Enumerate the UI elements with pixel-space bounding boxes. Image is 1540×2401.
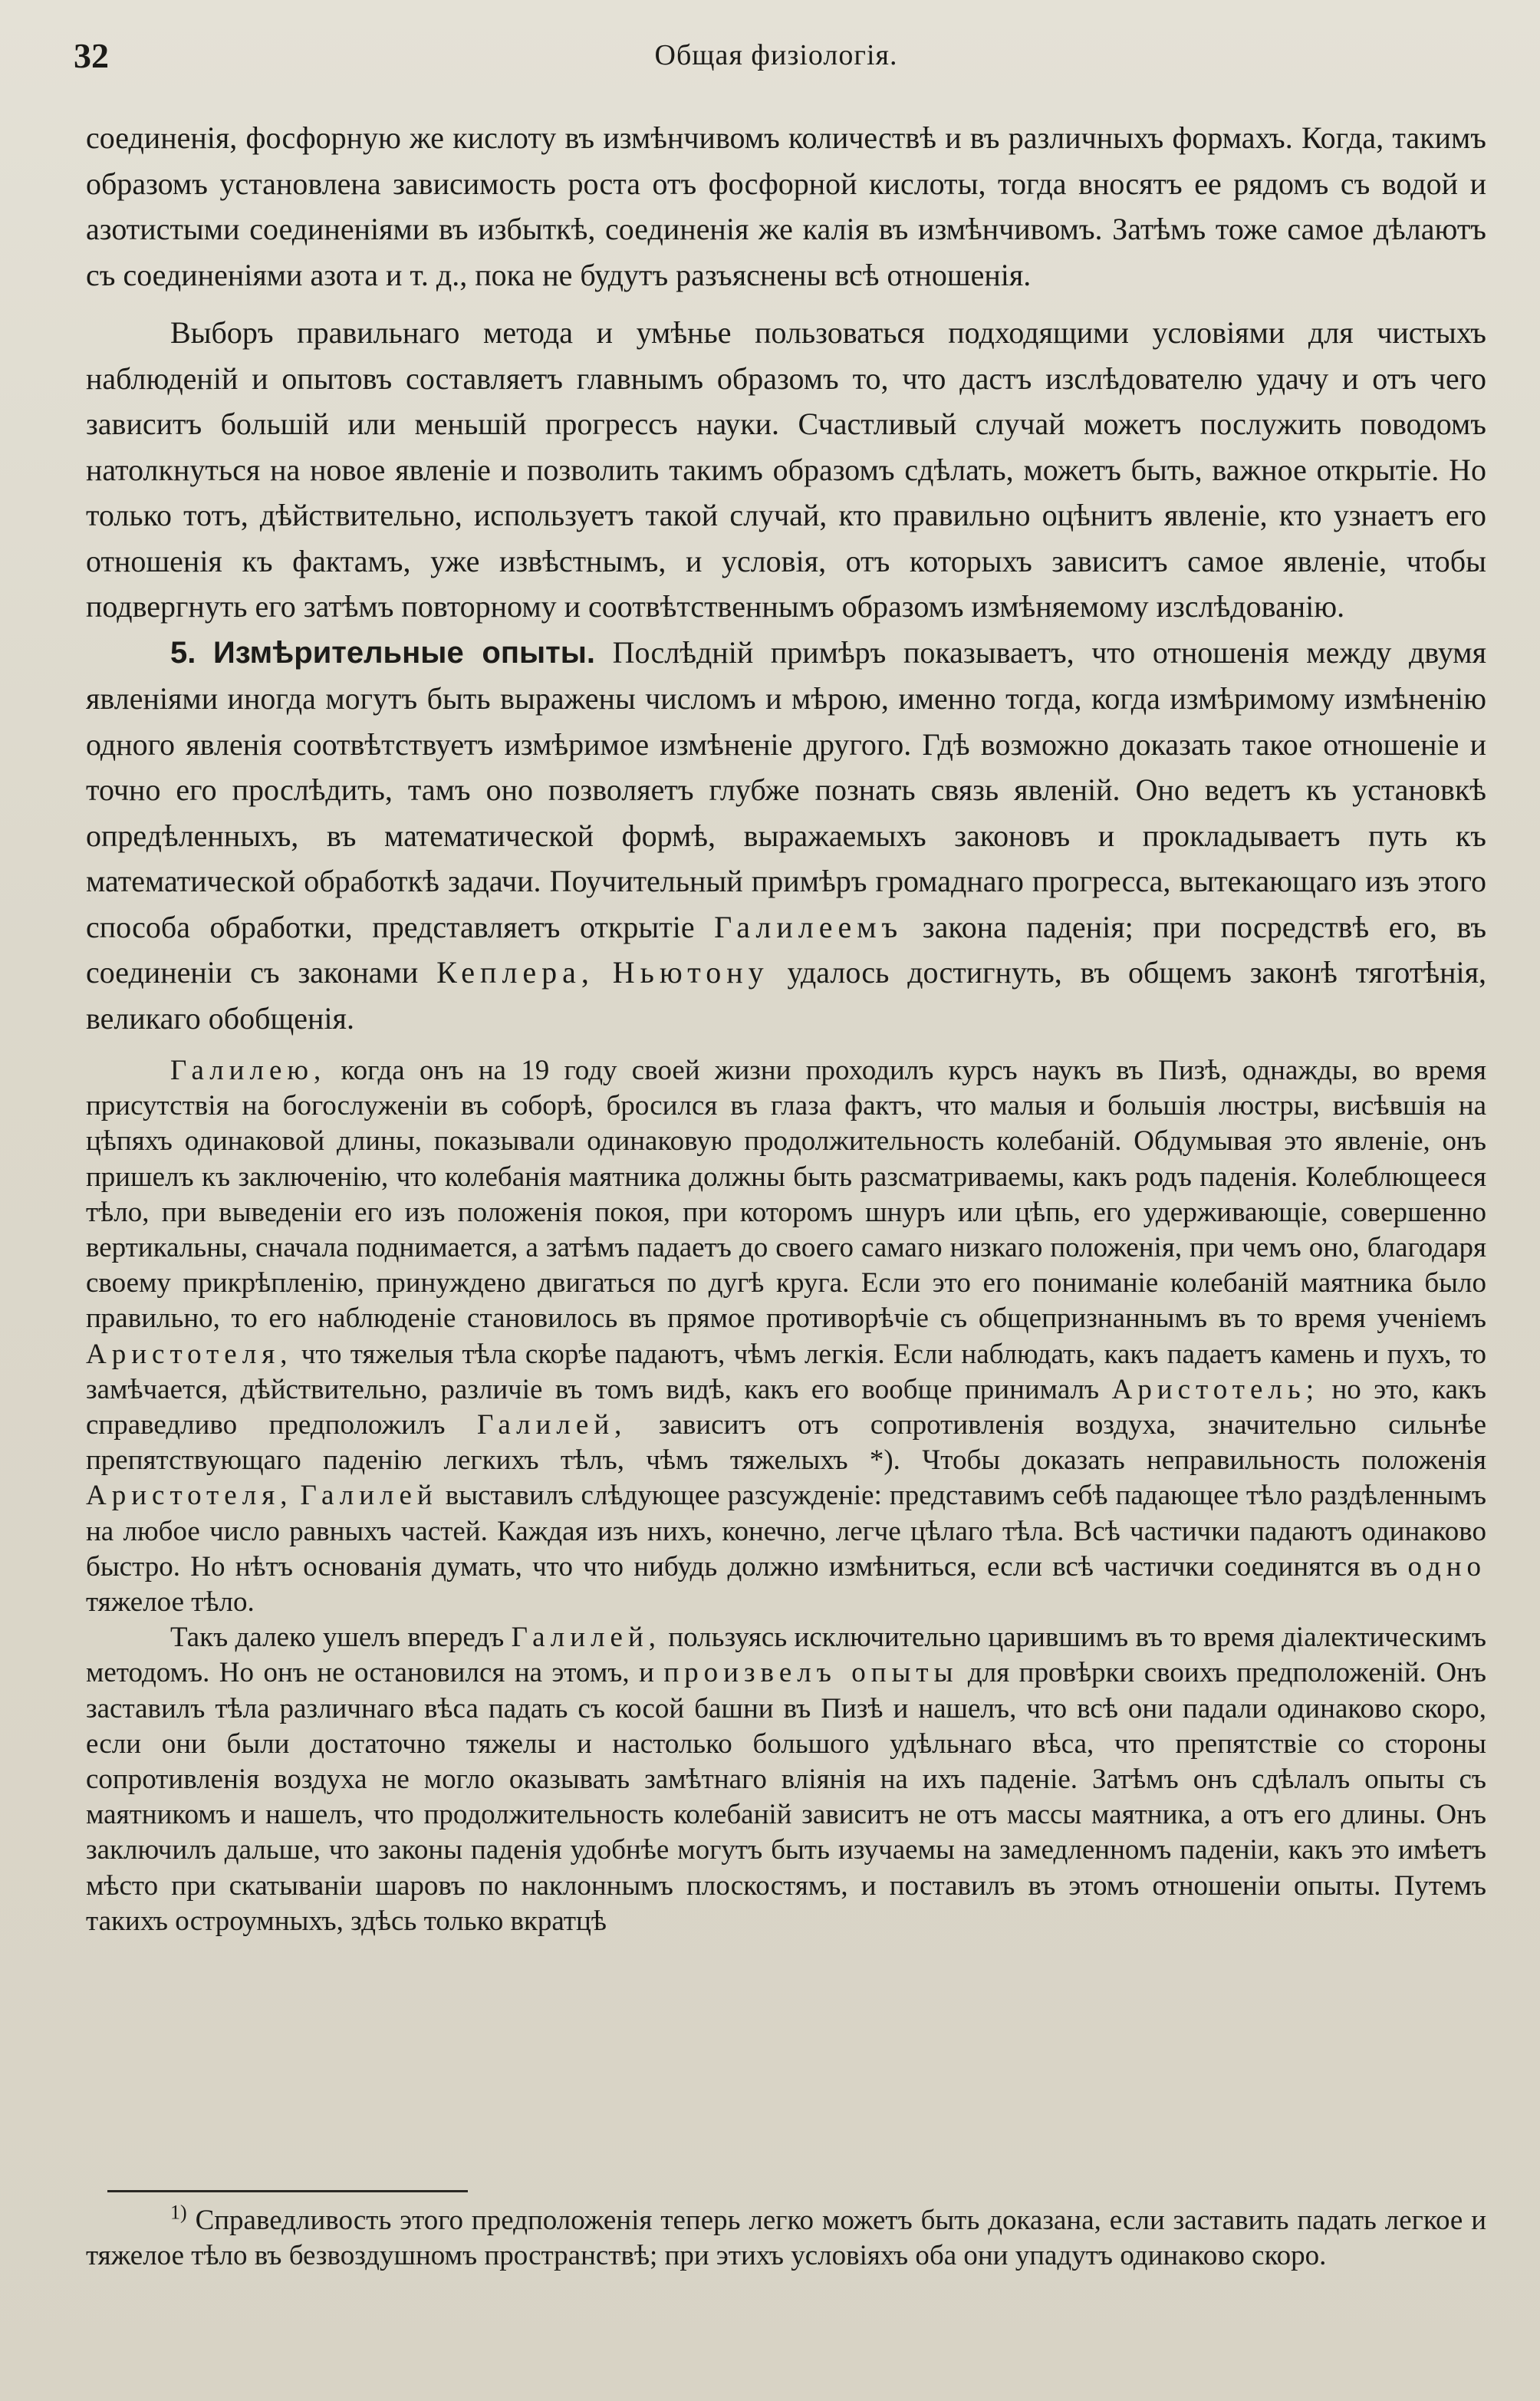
text-run: что тяжелыя тѣла скорѣе падаютъ, чѣмъ легкія. Если наблюдать, какъ падаетъ камень и пухъ, то замѣчается, дѣйствительно, различіе въ томъ видѣ, какъ его вообще принималъ — [86, 1338, 1487, 1405]
name-aristotle-1: Аристотеля, — [86, 1338, 293, 1370]
text-run: но это, какъ справедливо предположилъ — [86, 1373, 1487, 1441]
footnote-divider — [107, 2190, 468, 2192]
text-run: пользуясь исключительно царившимъ въ то время діалектическимъ методомъ. Но онъ не остановился на этомъ, и — [86, 1622, 1486, 1689]
name-galileo-3: Галилей — [300, 1480, 438, 1512]
name-galileo-4: Галилей, — [511, 1622, 662, 1654]
section-text-2: закона паденія; при посредствѣ его, въ соединеніи съ законами — [86, 909, 1486, 990]
paragraph-method: Выборъ правильнаго метода и умѣнье пользоваться подходящими условіями для чистыхъ наблюденій и опытовъ составляетъ главнымъ образомъ то, что дастъ изслѣдователю удачу и отъ чего зависитъ большій или меньшій прогрессъ науки. Счастливый случай можетъ послужить поводомъ натолкнуться на новое явленіе и позволить такимъ образомъ сдѣлать, можетъ быть, важное открытіе. Но только тотъ, дѣйствительно, используетъ такой случай, кто правильно оцѣнитъ явленіе, кто узнаетъ его отношенія къ фактамъ, уже извѣстнымъ, и условія, отъ которыхъ зависитъ самое явленіе, чтобы подвергнуть его затѣмъ повторному и соотвѣтственнымъ образомъ измѣняемому изслѣдованію. — [86, 315, 1486, 624]
section-text-1: Послѣдній примѣръ показываетъ, что отношенія между двумя явленіями иногда могутъ быть выражены числомъ и мѣрою, именно тогда, когда измѣримому измѣненію одного явленія соотвѣтствуетъ измѣримое измѣненіе другого. Гдѣ возможно доказать такое отношеніе и точно его прослѣдить, тамъ оно позволяетъ глубже познать связь явленій. Оно ведетъ къ установкѣ опредѣленныхъ, въ математической формѣ, выражаемыхъ законовъ и прокладываетъ путь къ математической обработкѣ задачи. Поучительный примѣръ громаднаго прогресса, вытекающаго изъ этого способа обработки, представляетъ открытіе — [86, 634, 1487, 944]
section-text-3: удалось достигнуть, въ общемъ законѣ тяготѣнія, великаго обобщенія. — [86, 955, 1486, 1036]
paragraph-continuation: соединенія, фосфорную же кислоту въ измѣнчивомъ количествѣ и въ различныхъ формахъ. Когда, такимъ образомъ установлена зависимость роста отъ фосфорной кислоты, тогда вносятъ ее рядомъ съ водой и азотистыми соединеніями въ избыткѣ, соединенія же калія въ измѣнчивомъ. Затѣмъ тоже самое дѣлаютъ съ соединеніями азота и т. д., пока не будутъ разъяснены всѣ отношенія. — [86, 120, 1486, 292]
name-aristotle-2: Аристотель; — [1111, 1373, 1320, 1405]
name-newton: Ньютону — [612, 955, 769, 990]
footnote — [86, 2203, 1486, 2274]
paragraph-galileo-experiments — [86, 1620, 1486, 1939]
footnote-mark: 1) — [170, 2201, 187, 2224]
page-number: 32 — [74, 36, 109, 75]
body-text — [86, 115, 1486, 1939]
paragraph-galileo-pendulum — [86, 1053, 1486, 1620]
text-run: тяжелое тѣло. — [86, 1586, 255, 1619]
text-run: для провѣрки своихъ предположеній. Онъ заставилъ тѣла различнаго вѣса падать съ косой башни въ Пизѣ и нашелъ, что всѣ они падали одинаково скоро, если они были достаточно тяжелы и настолько большого удѣльнаго вѣса, что препятствіе со стороны сопротивленія воздуха не могло оказывать замѣтнаго вліянія на ихъ паденіе. Затѣмъ онъ сдѣлалъ опыты съ маятникомъ и нашелъ, что продолжительность колебаній зависитъ не отъ массы маятника, а отъ его длины. Онъ заключилъ дальше, что законы паденія удобнѣе могутъ быть изучаемы на замедленномъ паденіи, какъ это имѣетъ мѣсто при скатываніи шаровъ по наклоннымъ плоскостямъ, и поставилъ въ этомъ отношеніи опыты. Путемъ такихъ остроумныхъ, здѣсь только вкратцѣ — [86, 1657, 1487, 1937]
word-one: одно — [1407, 1550, 1487, 1583]
name-aristotle-3: Аристотеля, — [86, 1480, 293, 1512]
text-run: когда онъ на 19 году своей жизни проходилъ курсъ наукъ въ Пизѣ, однажды, во время присутствія на богослуженіи въ соборѣ, бросился въ глаза фактъ, что малыя и большія люстры, висѣвшія на цѣпяхъ одинаковой длины, показывали одинаковую продолжительность колебаній. Обдумывая это явленіе, онъ пришелъ къ заключенію, что колебанія маятника должны быть разсматриваемы, какъ родъ паденія. Колеблющееся тѣло, при выведеніи его изъ положенія покоя, при которомъ шнуръ или цѣпь, его удерживающіе, совершенно вертикальны, сначала поднимается, а затѣмъ падаетъ до своего самаго низкаго положенія, при чемъ оно, благодаря своему прикрѣпленію, принуждено двигаться по дугѣ круга. Если это его пониманіе колебаній маятника было правильно, то его наблюденіе становилось въ прямое противорѣчіе съ общепризнаннымъ въ то время ученіемъ — [86, 1055, 1486, 1335]
name-galileo-1: Галилею, — [170, 1055, 327, 1086]
section-title: Измѣрительные опыты. — [212, 635, 596, 670]
running-head — [74, 35, 1479, 81]
emphasis-experiments: произвелъ опыты — [663, 1657, 959, 1689]
footnote-text: Справедливость этого предположенія теперь легко можетъ быть доказана, если заставить падать легкое и тяжелое тѣло въ безвоздушномъ пространствѣ; при этихъ условіяхъ оба они упадутъ одинаково скоро. — [86, 2205, 1487, 2271]
running-title: Общая физiологія. — [654, 39, 898, 71]
text-run: зависитъ отъ сопротивленія воздуха, значительно сильнѣе препятствующаго паденію легкихъ тѣлъ, чѣмъ тяжелыхъ *). Чтобы доказать неправильность положенія — [86, 1409, 1487, 1477]
name-galileo-2: Галилей, — [476, 1409, 627, 1441]
text-run: Такъ далеко ушелъ впередъ — [170, 1622, 505, 1654]
text-run: выставилъ слѣдующее разсужденіе: представимъ себѣ падающее тѣло раздѣленнымъ на любое число равныхъ частей. Каждая изъ нихъ, конечно, легче цѣлаго тѣла. Всѣ частички падаютъ одинаково быстро. Но нѣтъ основанія думать, что что нибудь должно измѣниться, если всѣ частички соединятся въ — [86, 1480, 1486, 1583]
section-5-paragraph — [86, 630, 1486, 1042]
section-number: 5. — [170, 635, 196, 670]
name-galileo: Галилеемъ — [714, 909, 903, 944]
name-kepler: Кеплера, — [436, 955, 594, 990]
